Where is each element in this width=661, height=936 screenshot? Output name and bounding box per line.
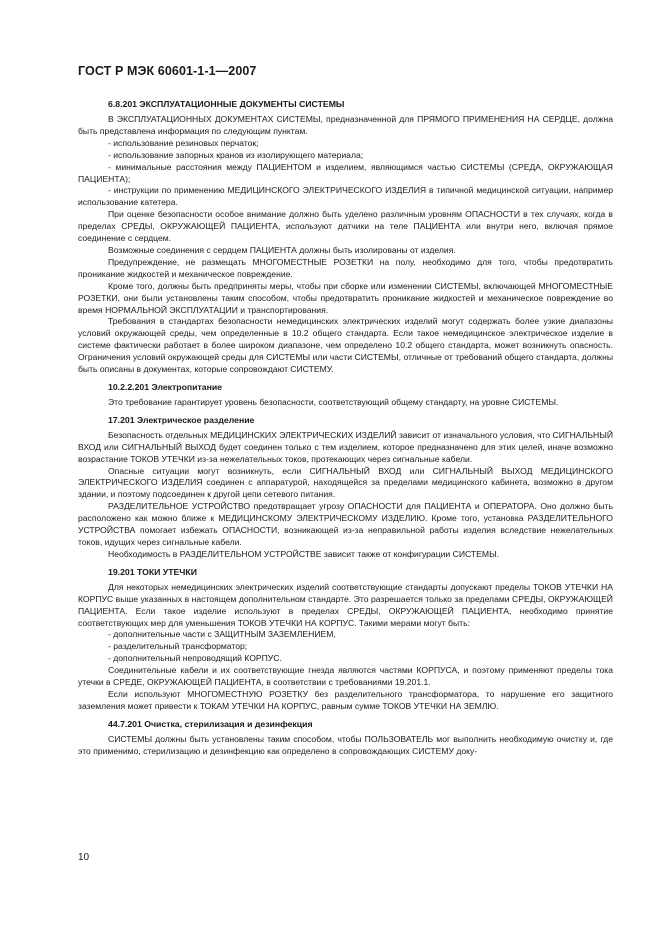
list-item: - использование запорных кранов из изолирующего материала; <box>108 149 364 160</box>
document-header-title: ГОСТ Р МЭК 60601-1-1—2007 <box>78 64 257 78</box>
page-number: 10 <box>78 852 90 863</box>
paragraph: Безопасность отдельных МЕДИЦИНСКИХ ЭЛЕКТРИЧЕСКИХ ИЗДЕЛИЙ зависит от изначального условия, что СИГНАЛЬНЫЙ ВХОД или СИГНАЛЬНЫЙ ВЫХОД будет соединен только с тем изделием, которое предназначено для этих целей, иначе возможно возрастание ТОКОВ УТЕЧКИ из-за нежелательных токов, протекающих через сигнальные кабели. <box>78 429 613 464</box>
section-heading: 44.7.201 Очистка, стерилизация и дезинфекция <box>108 718 313 729</box>
paragraph: В ЭКСПЛУАТАЦИОННЫХ ДОКУМЕНТАХ СИСТЕМЫ, предназначенной для ПРЯМОГО ПРИМЕНЕНИЯ НА СЕРДЦЕ, должна быть представлена информация по следующим пунктам. <box>78 114 613 136</box>
list-item: - дополнительные части с ЗАЩИТНЫМ ЗАЗЕМЛЕНИЕМ, <box>108 629 336 640</box>
paragraph: Для некоторых немедицинских электрических изделий соответствующие стандарты допускают пределы ТОКОВ УТЕЧКИ НА КОРПУС выше указанных в настоящем дополнительном стандарте. Это разрешается только за пределами СРЕДЫ, ОКРУЖАЮЩЕЙ ПАЦИЕНТА. Если такое изделие используют в пределах СРЕДЫ, ОКРУЖАЮЩЕЙ ПАЦИЕНТА, необходимо принятие соответствующих мер для уменьшения ТОКОВ УТЕЧКИ НА КОРПУС. Такими мерами могут быть: <box>78 581 613 628</box>
section-heading: 19.201 ТОКИ УТЕЧКИ <box>108 566 197 577</box>
paragraph: Возможные соединения с сердцем ПАЦИЕНТА должны быть изолированы от изделия. <box>108 244 456 255</box>
list-item: - использование резиновых перчаток; <box>108 137 259 148</box>
paragraph: Это требование гарантирует уровень безопасности, соответствующий общему стандарту, на уровне СИСТЕМЫ. <box>108 396 559 407</box>
list-item: - разделительный трансформатор; <box>108 641 248 652</box>
paragraph: Предупреждение, не размещать МНОГОМЕСТНЫЕ РОЗЕТКИ на полу, необходимо для того, чтобы предотвратить проникание жидкостей и механическое повреждение. <box>78 256 613 279</box>
paragraph: Необходимость в РАЗДЕЛИТЕЛЬНОМ УСТРОЙСТВЕ зависит также от конфигурации СИСТЕМЫ. <box>108 548 500 559</box>
paragraph: Требования в стандартах безопасности немедицинских электрических изделий могут содержать более узкие диапазоны условий окружающей среды, чем определенные в 10.2 общего стандарта. Если такое немедицинское электрическое изделие в системе фактически работает в более широком диапазоне, чем определено 10.2 общего стандарта, может возникнуть опасность. Ограничения условий окружающей среды для СИСТЕМЫ или части СИСТЕМЫ, отличные от требований общего стандарта, должны быть описаны в документах, которые сопровождают СИСТЕМУ. <box>78 316 613 375</box>
paragraph: При оценке безопасности особое внимание должно быть уделено различным уровням ОПАСНОСТИ в тех случаях, когда в пределах СРЕДЫ, ОКРУЖАЮЩЕЙ ПАЦИЕНТА, используют датчики на теле ПАЦИЕНТА или внутри него, включая прямое соединение с сердцем. <box>78 209 613 244</box>
paragraph: Если используют МНОГОМЕСТНУЮ РОЗЕТКУ без разделительного трансформатора, то нарушение его защитного заземления может привести к ТОКАМ УТЕЧКИ НА КОРПУС, равным сумме ТОКОВ УТЕЧКИ НА ЗЕМЛЮ. <box>78 688 613 711</box>
paragraph: Опасные ситуации могут возникнуть, если СИГНАЛЬНЫЙ ВХОД или СИГНАЛЬНЫЙ ВЫХОД МЕДИЦИНСКОГО ЭЛЕКТРИЧЕСКОГО ИЗДЕЛИЯ соединен с аппаратурой, находящейся за пределами медицинского кабинета, возможно в другом здании, и поэтому подсоединен к другой цепи сетевого питания. <box>78 465 613 500</box>
section-heading: 10.2.2.201 Электропитание <box>108 381 222 392</box>
list-item: - инструкции по применению МЕДИЦИНСКОГО ЭЛЕКТРИЧЕСКОГО ИЗДЕЛИЯ в типичной медицинской ситуации, например использование катетера. <box>78 185 613 208</box>
paragraph: Соединительные кабели и их соответствующие гнезда являются частями КОРПУСА, и поэтому применяют пределы тока утечки в СРЕДЕ, ОКРУЖАЮЩЕЙ ПАЦИЕНТА, в соответствии с требованиями 19.201.1. <box>78 665 613 688</box>
list-item: - минимальные расстояния между ПАЦИЕНТОМ и изделием, являющимся частью СИСТЕМЫ (СРЕДА, ОКРУЖАЮЩАЯ ПАЦИЕНТА); <box>78 161 613 184</box>
paragraph: СИСТЕМЫ должны быть установлены таким способом, чтобы ПОЛЬЗОВАТЕЛЬ мог выполнить необходимую очистку и, где это применимо, стерилизацию и дезинфекцию как определено в сопровождающих СИСТЕМУ доку- <box>78 733 613 756</box>
list-item: - дополнительный непроводящий КОРПУС. <box>108 653 282 664</box>
section-heading: 6.8.201 ЭКСПЛУАТАЦИОННЫЕ ДОКУМЕНТЫ СИСТЕМЫ <box>108 99 345 109</box>
document-body <box>78 98 613 758</box>
section-heading: 17.201 Электрическое разделение <box>108 414 255 425</box>
paragraph: РАЗДЕЛИТЕЛЬНОЕ УСТРОЙСТВО предотвращает угрозу ОПАСНОСТИ для ПАЦИЕНТА и ОПЕРАТОРА. Оно должно быть расположено как можно ближе к МЕДИЦИНСКОМУ ЭЛЕКТРИЧЕСКОМУ ИЗДЕЛИЮ. Кроме того, установка РАЗДЕЛИТЕЛЬНОГО УСТРОЙСТВА помогает избежать ОПАСНОСТИ, возникающей из-за неправильной работы изделия вследствие нежелательных токов, идущих через сигнальные кабели. <box>78 501 613 547</box>
paragraph: Кроме того, должны быть предприняты меры, чтобы при сборке или изменении СИСТЕМЫ, включающей МНОГОМЕСТНЫЕ РОЗЕТКИ, они были установлены таким способом, чтобы предотвратить проникание жидкостей и механическое повреждение во время НОРМАЛЬНОЙ ЭКСПЛУАТАЦИИ и транспортирования. <box>78 280 613 315</box>
